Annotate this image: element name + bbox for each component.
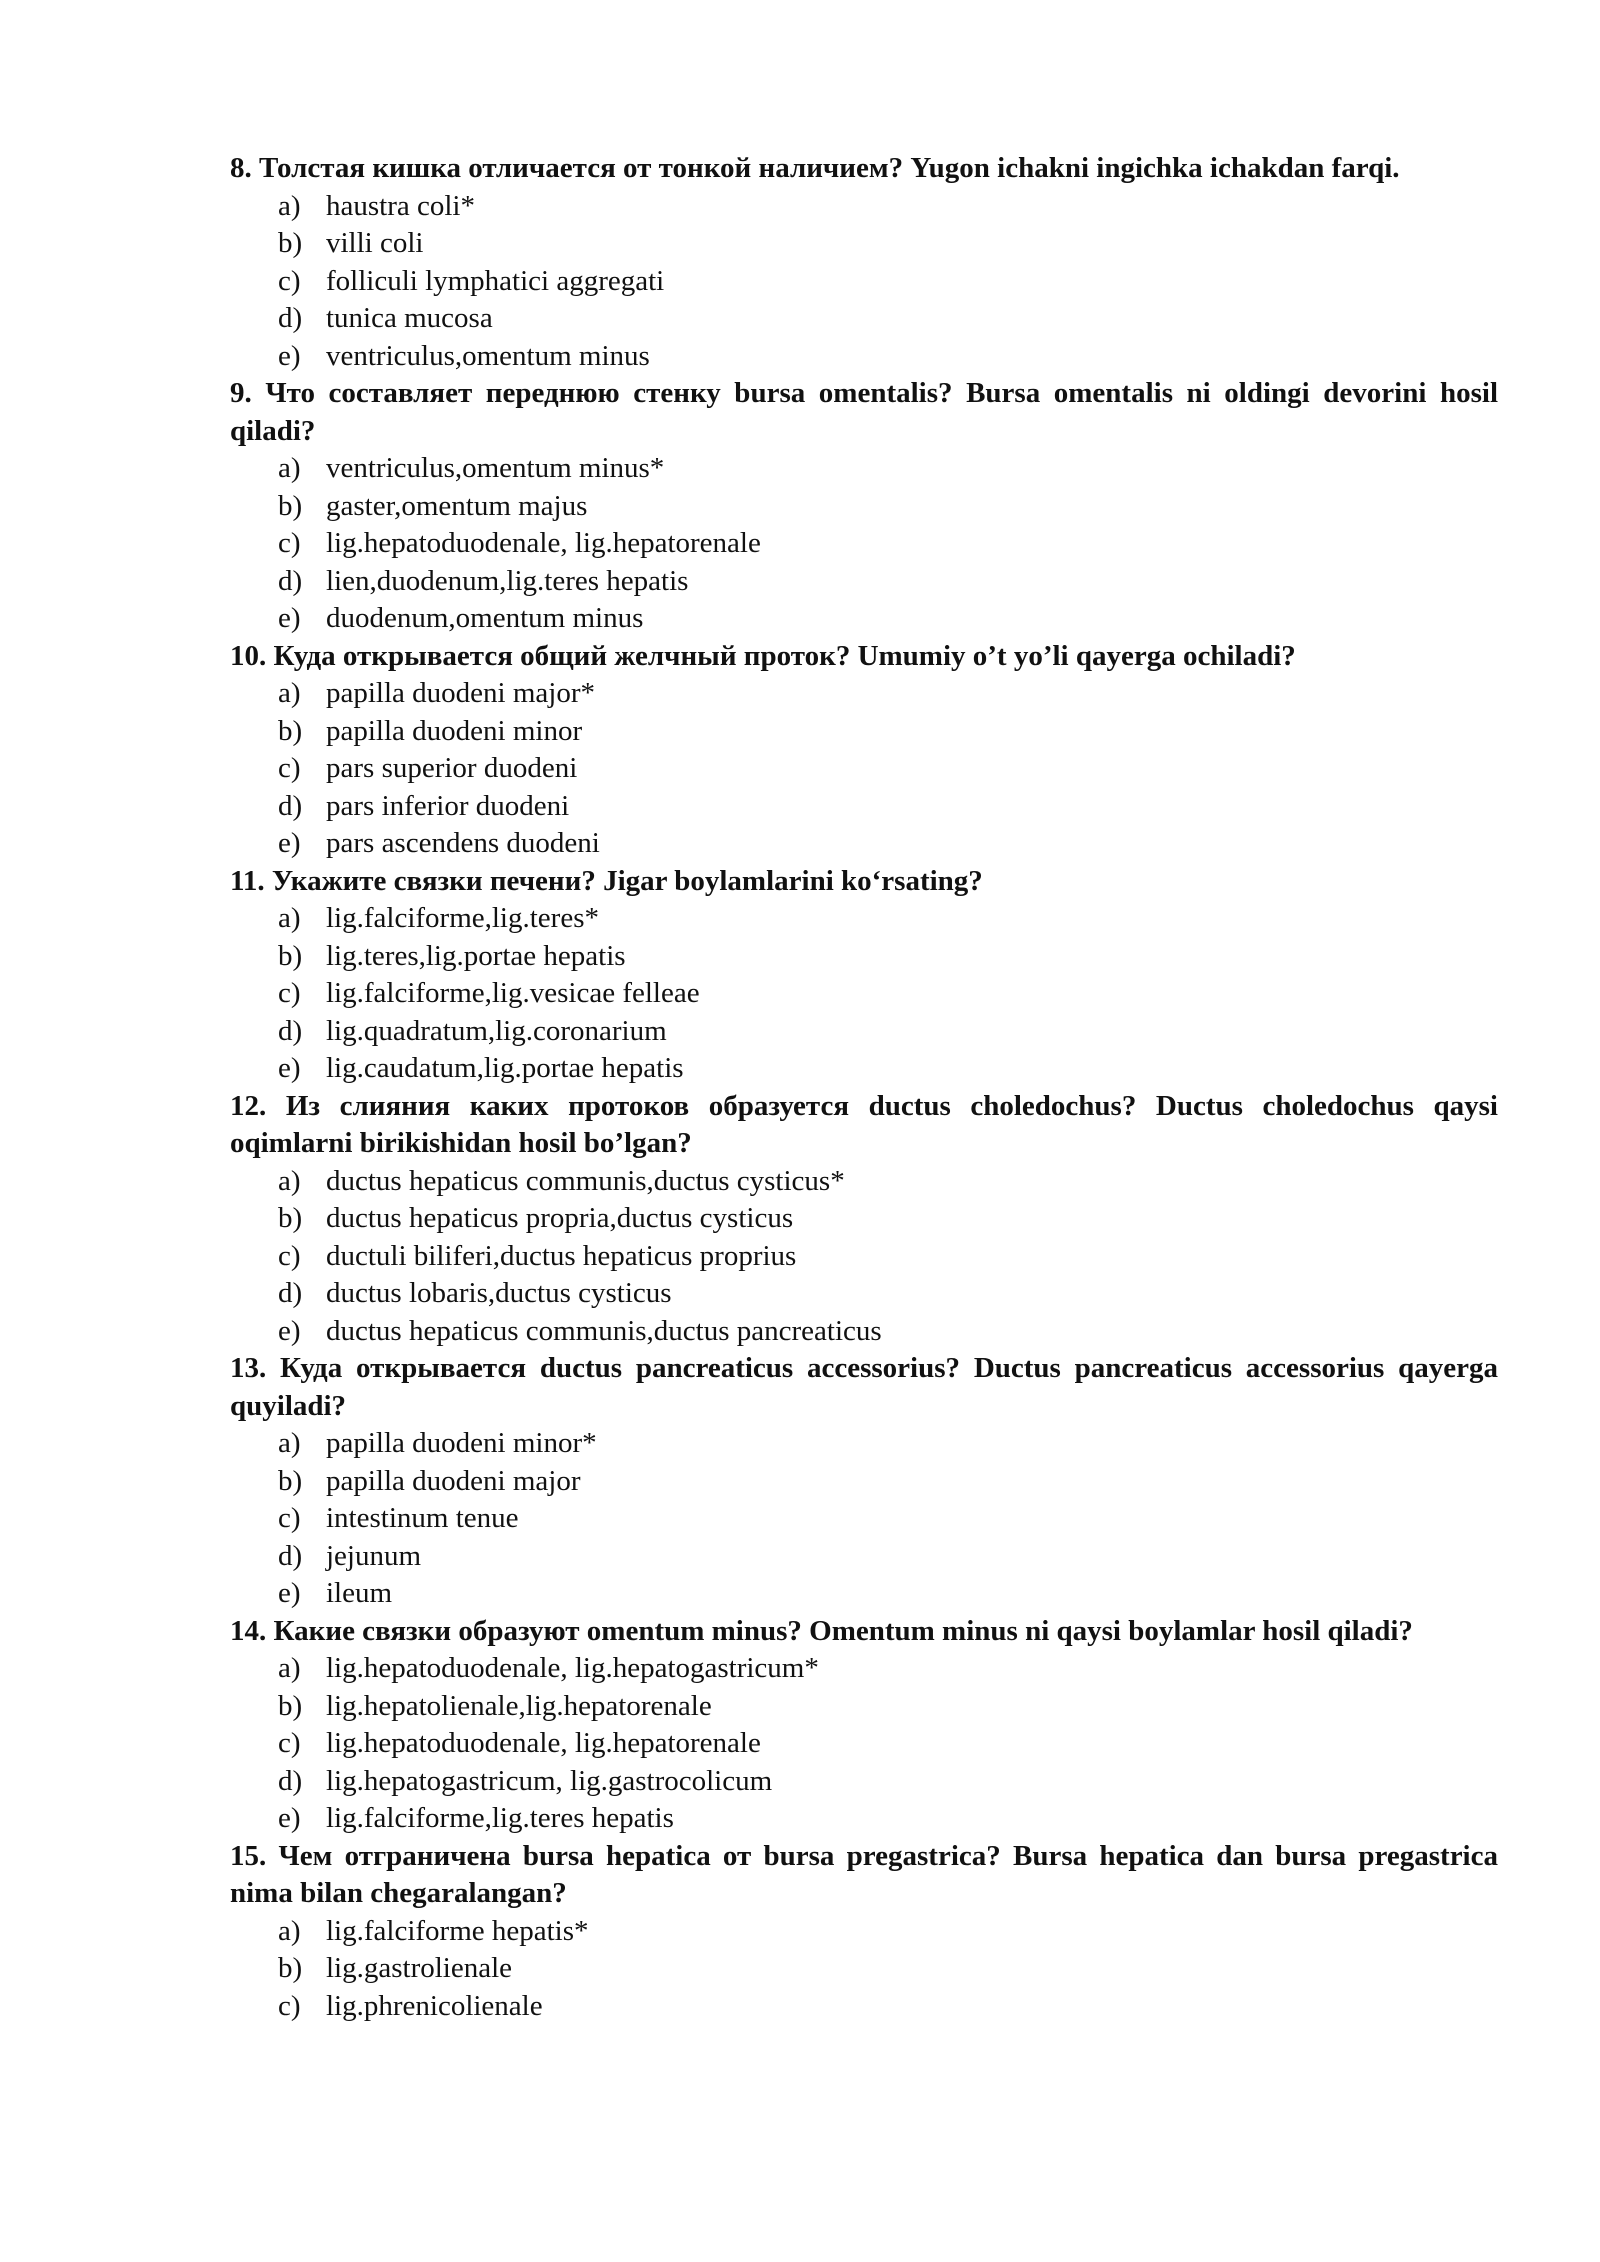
option-text: lig.caudatum,lig.portae hepatis: [326, 1052, 684, 1084]
option-item: [230, 1275, 1498, 1313]
option-item: [230, 825, 1498, 863]
option-item: [230, 1200, 1498, 1238]
question-text: 15. Чем отграничена bursa hepatica от bursa pregastrica? Bursa hepatica dan bursa pregastrica nima bilan chegaralangan?: [230, 1839, 1498, 1909]
option-letter: b): [278, 1464, 303, 1497]
option-letter: c): [278, 1502, 301, 1534]
option-text: haustra coli*: [326, 189, 475, 222]
option-letter: d): [278, 1539, 303, 1572]
option-text: lig.hepatolienale,lig.hepatorenale: [326, 1689, 712, 1722]
option-item: [230, 488, 1498, 526]
option-item: [230, 1500, 1498, 1538]
option-text: lig.phrenicolienale: [326, 1989, 543, 2022]
option-item: [230, 600, 1498, 638]
option-letter: d): [278, 302, 303, 334]
question-text: 14. Какие связки образуют omentum minus? Omentum minus ni qaysi boylamlar hosil qiladi?: [230, 1614, 1413, 1647]
option-letter: a): [278, 1427, 301, 1459]
option-letter: e): [278, 602, 301, 634]
option-letter: b): [278, 1952, 303, 1984]
question-text: 13. Куда открывается ductus pancreaticus accessorius? Ductus pancreaticus accessorius qayerga quyiladi?: [230, 1352, 1498, 1422]
option-letter: a): [278, 677, 301, 709]
option-text: ventriculus,omentum minus*: [326, 452, 665, 484]
option-text: lig.hepatogastricum, lig.gastrocolicum: [326, 1764, 773, 1797]
option-text: lig.falciforme,lig.teres hepatis: [326, 1802, 674, 1834]
question-text: 9. Что составляет переднюю стенку bursa omentalis? Bursa omentalis ni oldingi devorini hosil qiladi?: [230, 377, 1498, 447]
option-text: ventriculus,omentum minus: [326, 339, 650, 372]
option-letter: c): [278, 527, 301, 559]
option-letter: c): [278, 977, 301, 1009]
option-letter: c): [278, 1727, 301, 1759]
option-list: [230, 1650, 1498, 1838]
option-item: [230, 1238, 1498, 1276]
option-item: [230, 1538, 1498, 1576]
question-9: [230, 375, 1498, 638]
question-13: [230, 1350, 1498, 1613]
option-text: pars superior duodeni: [326, 752, 578, 784]
option-item: [230, 1425, 1498, 1463]
question-12: [230, 1088, 1498, 1351]
option-text: lig.falciforme hepatis*: [326, 1914, 589, 1947]
option-list: [230, 188, 1498, 376]
option-item: [230, 975, 1498, 1013]
option-text: lig.quadratum,lig.coronarium: [326, 1014, 667, 1047]
option-text: tunica mucosa: [326, 302, 493, 334]
option-letter: b): [278, 1202, 303, 1234]
option-letter: a): [278, 189, 301, 222]
option-text: folliculi lymphatici aggregati: [326, 264, 665, 297]
option-item: [230, 188, 1498, 226]
option-letter: b): [278, 939, 303, 972]
option-letter: c): [278, 264, 301, 297]
option-list: [230, 1163, 1498, 1351]
option-letter: d): [278, 1014, 303, 1047]
option-list: [230, 1913, 1498, 2026]
option-item: [230, 1313, 1498, 1351]
option-letter: a): [278, 1652, 301, 1684]
option-letter: e): [278, 1314, 301, 1347]
option-item: [230, 300, 1498, 338]
option-letter: b): [278, 489, 303, 522]
option-letter: d): [278, 564, 303, 597]
option-text: lig.hepatoduodenale, lig.hepatorenale: [326, 1727, 761, 1759]
option-letter: e): [278, 1577, 301, 1609]
option-text: ileum: [326, 1577, 393, 1609]
option-text: pars ascendens duodeni: [326, 827, 600, 859]
option-text: ductuli biliferi,ductus hepaticus proprius: [326, 1239, 797, 1272]
option-text: lien,duodenum,lig.teres hepatis: [326, 564, 689, 597]
option-letter: a): [278, 1914, 301, 1947]
question-text: 10. Куда открывается общий желчный проток? Umumiy o’t yo’li qayerga ochiladi?: [230, 639, 1296, 672]
option-item: [230, 1950, 1498, 1988]
option-item: [230, 225, 1498, 263]
option-text: papilla duodeni minor: [326, 714, 583, 747]
option-item: [230, 1463, 1498, 1501]
option-item: [230, 1800, 1498, 1838]
option-item: [230, 1763, 1498, 1801]
question-8: [230, 150, 1498, 375]
question-text: 11. Укажите связки печени? Jigar boylamlarini ko‘rsating?: [230, 864, 983, 897]
option-item: [230, 938, 1498, 976]
option-text: papilla duodeni minor*: [326, 1427, 597, 1459]
option-item: [230, 1575, 1498, 1613]
option-letter: e): [278, 1052, 301, 1084]
option-text: papilla duodeni major*: [326, 677, 595, 709]
option-list: [230, 900, 1498, 1088]
option-letter: d): [278, 1764, 303, 1797]
option-letter: c): [278, 1239, 301, 1272]
option-item: [230, 1050, 1498, 1088]
option-text: papilla duodeni major: [326, 1464, 581, 1497]
question-15: [230, 1838, 1498, 2026]
option-item: [230, 1988, 1498, 2026]
option-letter: e): [278, 339, 301, 372]
option-item: [230, 750, 1498, 788]
option-item: [230, 563, 1498, 601]
option-letter: e): [278, 827, 301, 859]
option-text: ductus hepaticus communis,ductus cysticus*: [326, 1164, 845, 1197]
document-page: [230, 150, 1498, 2025]
option-text: duodenum,omentum minus: [326, 602, 644, 634]
option-item: [230, 788, 1498, 826]
option-item: [230, 1650, 1498, 1688]
option-letter: c): [278, 1989, 301, 2022]
option-text: lig.teres,lig.portae hepatis: [326, 939, 626, 972]
option-letter: b): [278, 227, 303, 259]
option-letter: e): [278, 1802, 301, 1834]
question-text: 8. Толстая кишка отличается от тонкой наличием? Yugon ichakni ingichka ichakdan farqi.: [230, 152, 1400, 184]
option-text: ductus hepaticus propria,ductus cysticus: [326, 1202, 794, 1234]
question-10: [230, 638, 1498, 863]
option-text: intestinum tenue: [326, 1502, 519, 1534]
option-item: [230, 1913, 1498, 1951]
option-list: [230, 450, 1498, 638]
option-letter: a): [278, 1164, 301, 1197]
option-text: pars inferior duodeni: [326, 789, 570, 822]
option-text: lig.gastrolienale: [326, 1952, 513, 1984]
option-item: [230, 1725, 1498, 1763]
option-item: [230, 675, 1498, 713]
option-item: [230, 713, 1498, 751]
option-text: lig.falciforme,lig.vesicae felleae: [326, 977, 700, 1009]
option-letter: c): [278, 752, 301, 784]
option-list: [230, 675, 1498, 863]
option-letter: b): [278, 714, 303, 747]
option-item: [230, 525, 1498, 563]
option-list: [230, 1425, 1498, 1613]
option-letter: b): [278, 1689, 303, 1722]
option-letter: d): [278, 789, 303, 822]
option-text: lig.hepatoduodenale, lig.hepatorenale: [326, 527, 761, 559]
option-text: lig.falciforme,lig.teres*: [326, 902, 599, 934]
option-letter: a): [278, 902, 301, 934]
option-item: [230, 338, 1498, 376]
option-text: lig.hepatoduodenale, lig.hepatogastricum*: [326, 1652, 819, 1684]
question-11: [230, 863, 1498, 1088]
option-item: [230, 450, 1498, 488]
option-item: [230, 1163, 1498, 1201]
option-text: jejunum: [326, 1539, 422, 1572]
option-text: villi coli: [326, 227, 424, 259]
option-text: ductus lobaris,ductus cysticus: [326, 1277, 672, 1309]
option-text: gaster,omentum majus: [326, 489, 588, 522]
option-letter: a): [278, 452, 301, 484]
option-item: [230, 900, 1498, 938]
option-item: [230, 263, 1498, 301]
question-text: 12. Из слияния каких протоков образуется ductus choledochus? Ductus choledochus qaysi oqimlarni birikishidan hosil bo’lgan?: [230, 1089, 1498, 1159]
option-letter: d): [278, 1277, 303, 1309]
option-item: [230, 1688, 1498, 1726]
option-item: [230, 1013, 1498, 1051]
question-14: [230, 1613, 1498, 1838]
option-text: ductus hepaticus communis,ductus pancreaticus: [326, 1314, 882, 1347]
